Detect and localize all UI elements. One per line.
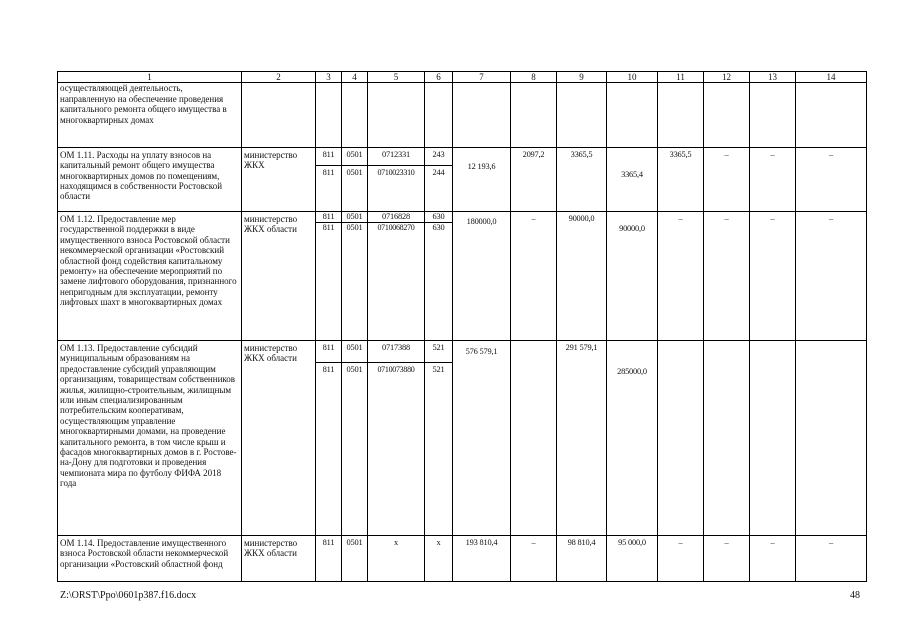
code-csr: 0716828 [368,211,425,222]
code-csr: 0710023310 [368,165,425,211]
total-amount: 193 810,4 [453,535,511,581]
column-number-row [58,72,867,83]
measure-description: ОМ 1.13. Предоставление субсидий муниципальным образованиям на предоставление субсидий управляющим организациям, товариществам собственников жилья, жилищно-строительным, жилищным или иным специализированным потребительским кооперативам, осуществляющим управление многоквартирными домами, на проведение капитального ремонта, в том числе крыш и фасадов многоквартирных домов в г. Ростове-на-Дону для подготовки и проведения чемпионата мира по футболу ФИФА 2018 года [58,340,242,535]
amount-year-2018: – [704,147,750,211]
code-vr: 630 [425,211,453,222]
amount-year-2020: – [796,211,867,340]
code-grbs: 811 [316,340,342,362]
amount-year-2014: – [511,211,557,340]
amount-year-2015: 98 810,4 [557,535,607,581]
table-row [58,535,867,581]
amount-year-2016: 3365,4 [607,147,658,211]
measure-description: ОМ 1.11. Расходы на уплату взносов на капитальный ремонт общего имущества многоквартирных домов по помещениям, находящимся в собственности Ростовской области [58,147,242,211]
amount-year-2014: 2097,2 [511,147,557,211]
code-csr: 0712331 [368,147,425,165]
page-number: 48 [850,590,860,601]
code-vr: x [425,535,453,581]
executor: министерство ЖКХ области [242,211,316,340]
budget-table [57,71,867,582]
code-grbs: 811 [316,363,342,536]
amount-year-2017: 3365,5 [658,147,704,211]
code-grbs: 811 [316,147,342,165]
code-rzpr: 0501 [342,340,368,362]
amount-year-2020: – [796,147,867,211]
code-grbs: 811 [316,211,342,222]
amount-year-2016: 90000,0 [607,211,658,340]
code-vr: 244 [425,165,453,211]
column-header: 5 [368,72,425,83]
executor: министерство ЖКХ области [242,340,316,535]
code-csr: x [368,535,425,581]
column-header: 6 [425,72,453,83]
table-row [58,340,867,362]
measure-description: осуществляющей деятельность, направленную на обеспечение проведения капитального ремонта общего имущества в многоквартирных домах [58,83,242,147]
column-header: 4 [342,72,368,83]
executor: министерство ЖКХ [242,147,316,211]
amount-year-2018: – [704,211,750,340]
code-rzpr: 0501 [342,535,368,581]
code-rzpr: 0501 [342,211,368,222]
code-rzpr: 0501 [342,363,368,536]
amount-year-2014: – [511,535,557,581]
table-row [58,147,867,165]
column-header: 9 [557,72,607,83]
column-header: 1 [58,72,242,83]
code-vr: 243 [425,147,453,165]
column-header: 3 [316,72,342,83]
code-rzpr: 0501 [342,223,368,341]
table-row [58,83,867,147]
amount-year-2019: – [750,211,796,340]
column-header: 7 [453,72,511,83]
table-row [58,211,867,222]
amount-year-2015: 291 579,1 [557,340,607,535]
code-grbs: 811 [316,223,342,341]
amount-year-2017: – [658,211,704,340]
code-csr: 0710068270 [368,223,425,341]
footer-file-path: Z:\ORST\Ppo\0601p387.f16.docx [60,590,197,601]
column-header: 12 [704,72,750,83]
code-csr: 0717388 [368,340,425,362]
code-rzpr: 0501 [342,147,368,165]
total-amount: 180000,0 [453,211,511,340]
column-header: 14 [796,72,867,83]
measure-description: ОМ 1.14. Предоставление имущественного взноса Ростовской области некоммерческой организации «Ростовский областной фонд [58,535,242,581]
code-grbs: 811 [316,535,342,581]
column-header: 11 [658,72,704,83]
total-amount: 576 579,1 [453,340,511,535]
total-amount: 12 193,6 [453,147,511,211]
code-rzpr: 0501 [342,165,368,211]
measure-description: ОМ 1.12. Предоставление мер государственной поддержки в виде имущественного взноса Ростовской области некоммерческой организации «Ростовский областной фонд содействия капитальному ремонту» на обеспечение мероприятий по замене лифтового оборудования, признанного непригодным для эксплуатации, ремонту лифтовых шахт в многоквартирных домах [58,211,242,340]
amount-year-2016: 285000,0 [607,340,658,535]
code-vr: 521 [425,340,453,362]
amount-year-2019: – [750,535,796,581]
amount-year-2017: – [658,535,704,581]
column-header: 10 [607,72,658,83]
code-vr: 630 [425,223,453,341]
amount-year-2016: 95 000,0 [607,535,658,581]
amount-year-2019: – [750,147,796,211]
amount-year-2015: 3365,5 [557,147,607,211]
code-vr: 521 [425,363,453,536]
executor: министерство ЖКХ области [242,535,316,581]
amount-year-2015: 90000,0 [557,211,607,340]
code-grbs: 811 [316,165,342,211]
column-header: 8 [511,72,557,83]
amount-year-2018: – [704,535,750,581]
code-csr: 0710073880 [368,363,425,536]
column-header: 13 [750,72,796,83]
amount-year-2020: – [796,535,867,581]
column-header: 2 [242,72,316,83]
